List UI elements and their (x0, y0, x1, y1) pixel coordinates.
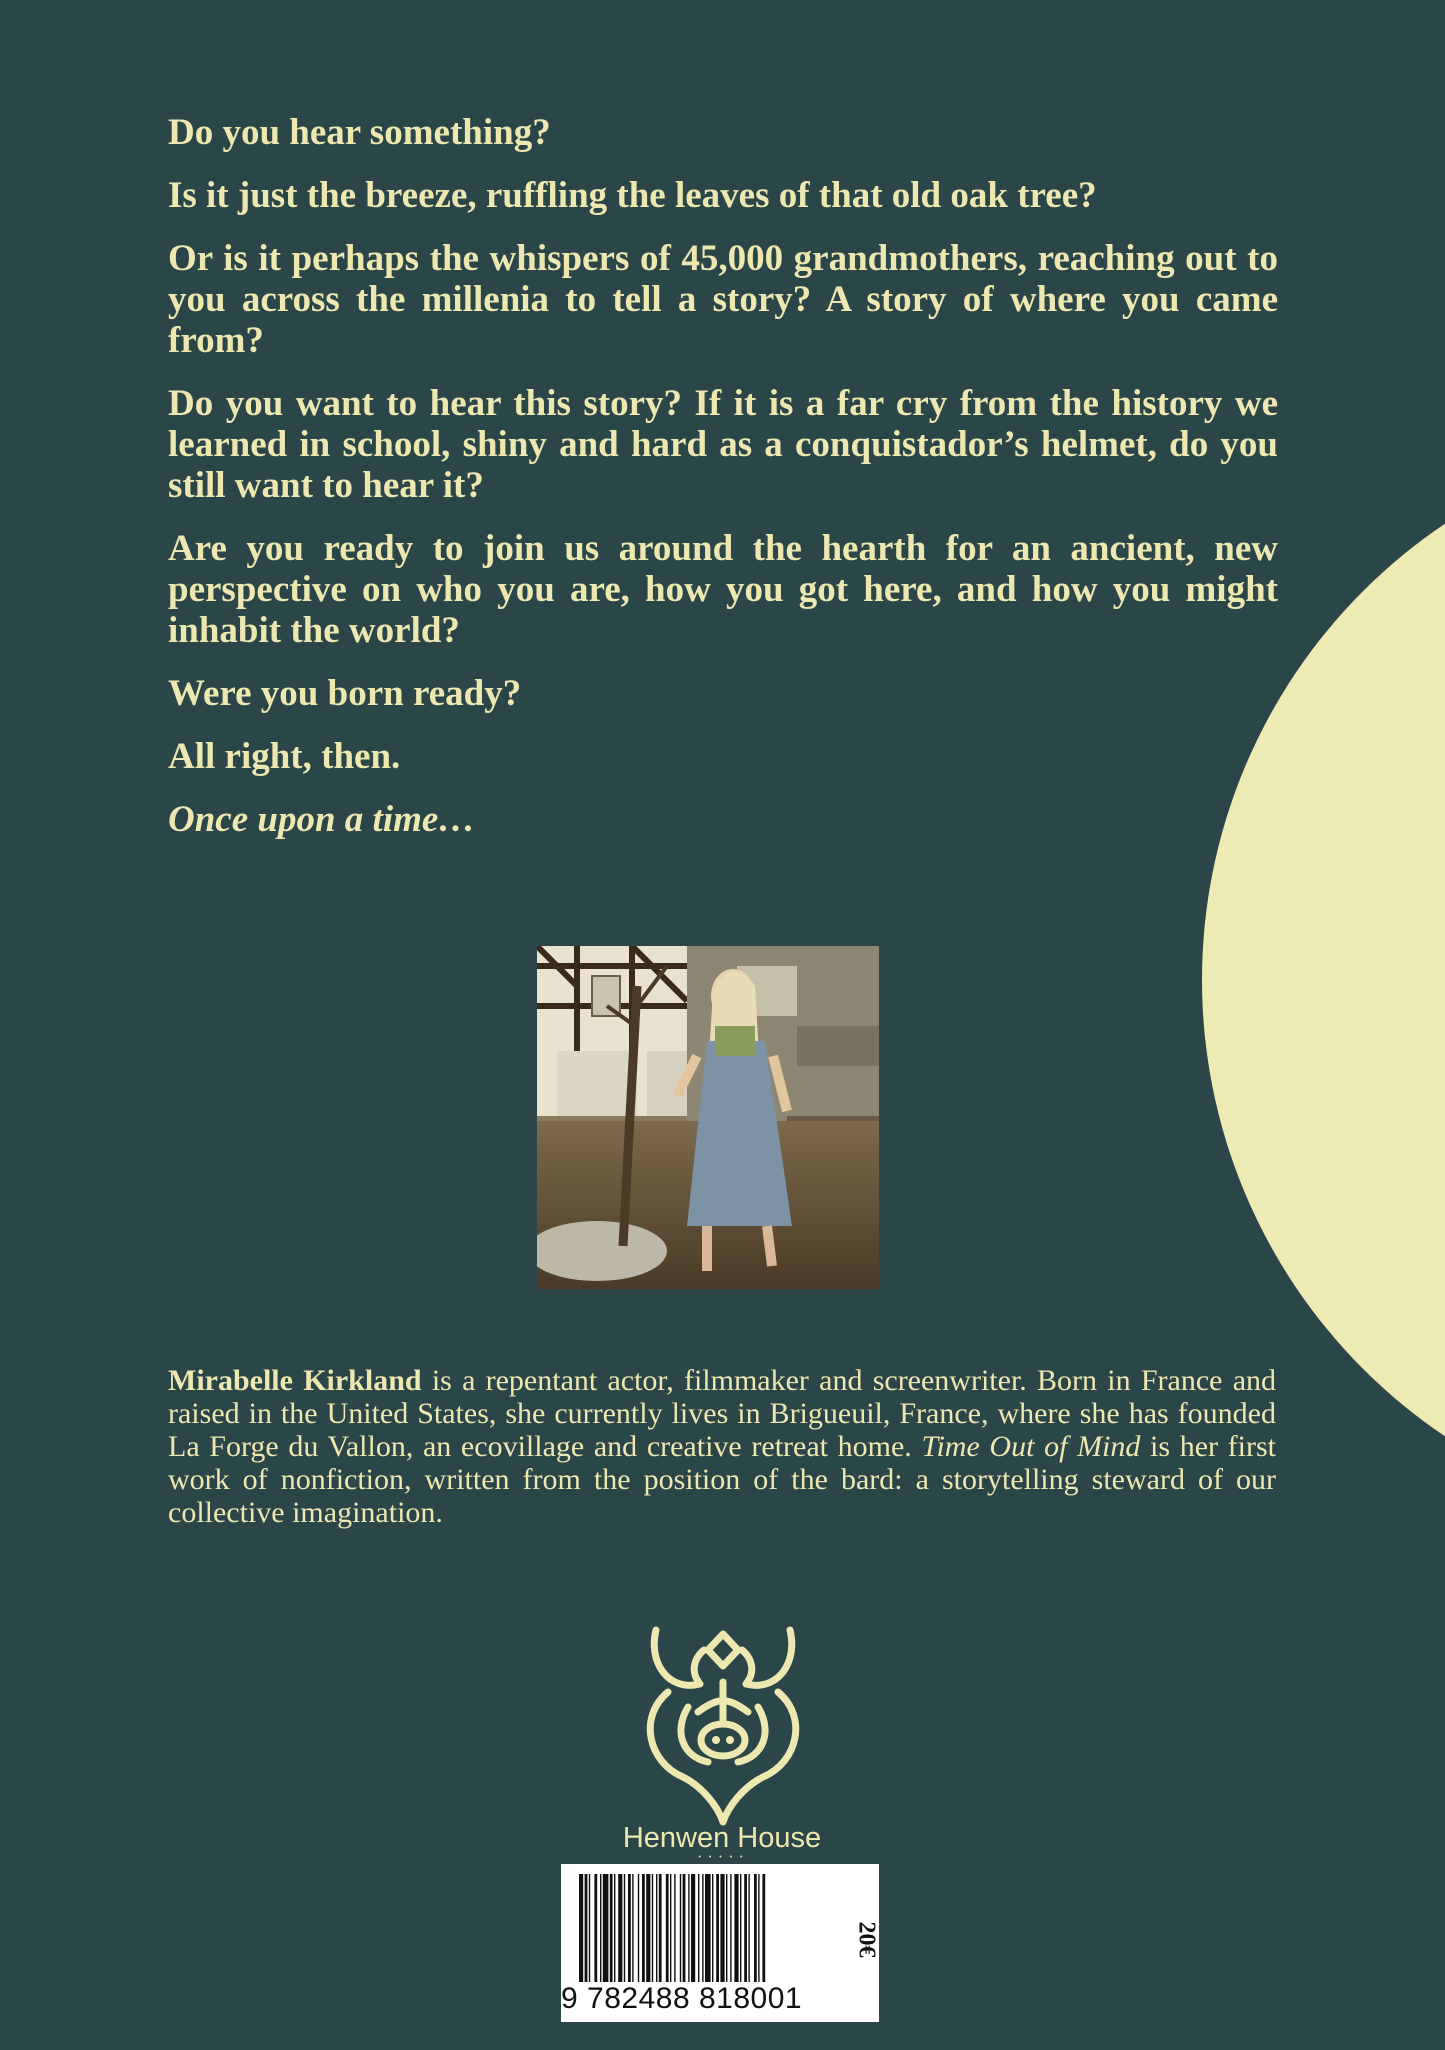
price-label: 20€ (853, 1921, 880, 1958)
blurb-line: All right, then. (168, 736, 401, 777)
barcode-bar (585, 1874, 588, 1982)
barcode-bar (748, 1874, 749, 1982)
publisher-logo-icon (628, 1622, 818, 1827)
bio-text: is her first work of nonfiction, written from the position of the bard: a storytelling steward of our collective imagination. (168, 1430, 1276, 1529)
barcode-bar (632, 1874, 633, 1982)
barcode-bar (705, 1874, 711, 1982)
barcode-bar (683, 1874, 686, 1982)
barcode-bar (618, 1874, 622, 1982)
barcode-bar (646, 1874, 650, 1982)
barcode-bar (754, 1874, 757, 1982)
author-name: Mirabelle Kirkland (168, 1364, 422, 1397)
author-bio (168, 1364, 1276, 1529)
blurb-paragraph: Or is it perhaps the whispers of 45,000 grandmothers, reaching out to you across the millenia to tell a story? A story of where you came from? (168, 238, 1278, 361)
blurb-line: Is it just the breeze, ruffling the leaves of that old oak tree? (168, 175, 1097, 216)
barcode-bar (579, 1874, 583, 1982)
barcode-bar (680, 1874, 681, 1982)
barcode-bar (698, 1874, 699, 1982)
blurb-paragraph: Do you want to hear this story? If it is a far cry from the history we learned in school, shiny and hard as a conquistador’s helmet, do you still want to hear it? (168, 383, 1278, 506)
barcode-bar (726, 1874, 727, 1982)
blurb-line: Were you born ready? (168, 673, 522, 714)
barcode-bar (674, 1874, 675, 1982)
blurb-paragraph: Are you ready to join us around the hearth for an ancient, new perspective on who you are, how you got here, and how you might inhabit the world? (168, 528, 1278, 651)
barcode-bar (688, 1874, 689, 1982)
author-photo-illustration (537, 946, 879, 1289)
barcode-bar (652, 1874, 653, 1982)
barcode-bar (740, 1874, 741, 1982)
barcode-bar (720, 1874, 724, 1982)
barcode-bar (730, 1874, 731, 1982)
isbn-digits: 9 782488 818001 (561, 1982, 803, 2015)
blurb-closing-line: Once upon a time… (168, 799, 476, 840)
barcode-bar (589, 1874, 590, 1982)
barcode-bar (670, 1874, 671, 1982)
barcode-bar (594, 1874, 597, 1982)
barcode-bar (666, 1874, 669, 1982)
bio-text: is a repentant actor, filmmaker and screenwriter. Born in France and raised in the United States, she currently lives in Brigueuil, France, where she has founded La Forge du Vallon, an ecovillage and creative retreat home. (168, 1364, 1277, 1463)
barcode-bar (691, 1874, 695, 1982)
isbn-barcode (561, 1864, 879, 2022)
author-photo (537, 946, 879, 1289)
barcode-bar (762, 1874, 765, 1982)
barcode-bar (656, 1874, 657, 1982)
barcode-bar (642, 1874, 645, 1982)
book-title: Time Out of Mind (921, 1430, 1141, 1463)
barcode-bar (600, 1874, 601, 1982)
barcode-bar (610, 1874, 613, 1982)
publisher-name: Henwen House (622, 1822, 822, 1854)
barcode-bar (638, 1874, 639, 1982)
barcode-bar (614, 1874, 615, 1982)
barcode-bar (758, 1874, 759, 1982)
barcode-bar (716, 1874, 719, 1982)
back-cover-blurb (168, 112, 1278, 862)
barcode-bar (624, 1874, 625, 1982)
blurb-line: Do you hear something? (168, 112, 551, 153)
barcode-bar (712, 1874, 713, 1982)
barcode-bar (659, 1874, 662, 1982)
barcode-bar (734, 1874, 738, 1982)
barcode-bar (702, 1874, 703, 1982)
publisher-ornament: • • • • • (698, 1854, 746, 1861)
barcode-bar (603, 1874, 609, 1982)
barcode-bar (744, 1874, 747, 1982)
barcode-bar (628, 1874, 631, 1982)
